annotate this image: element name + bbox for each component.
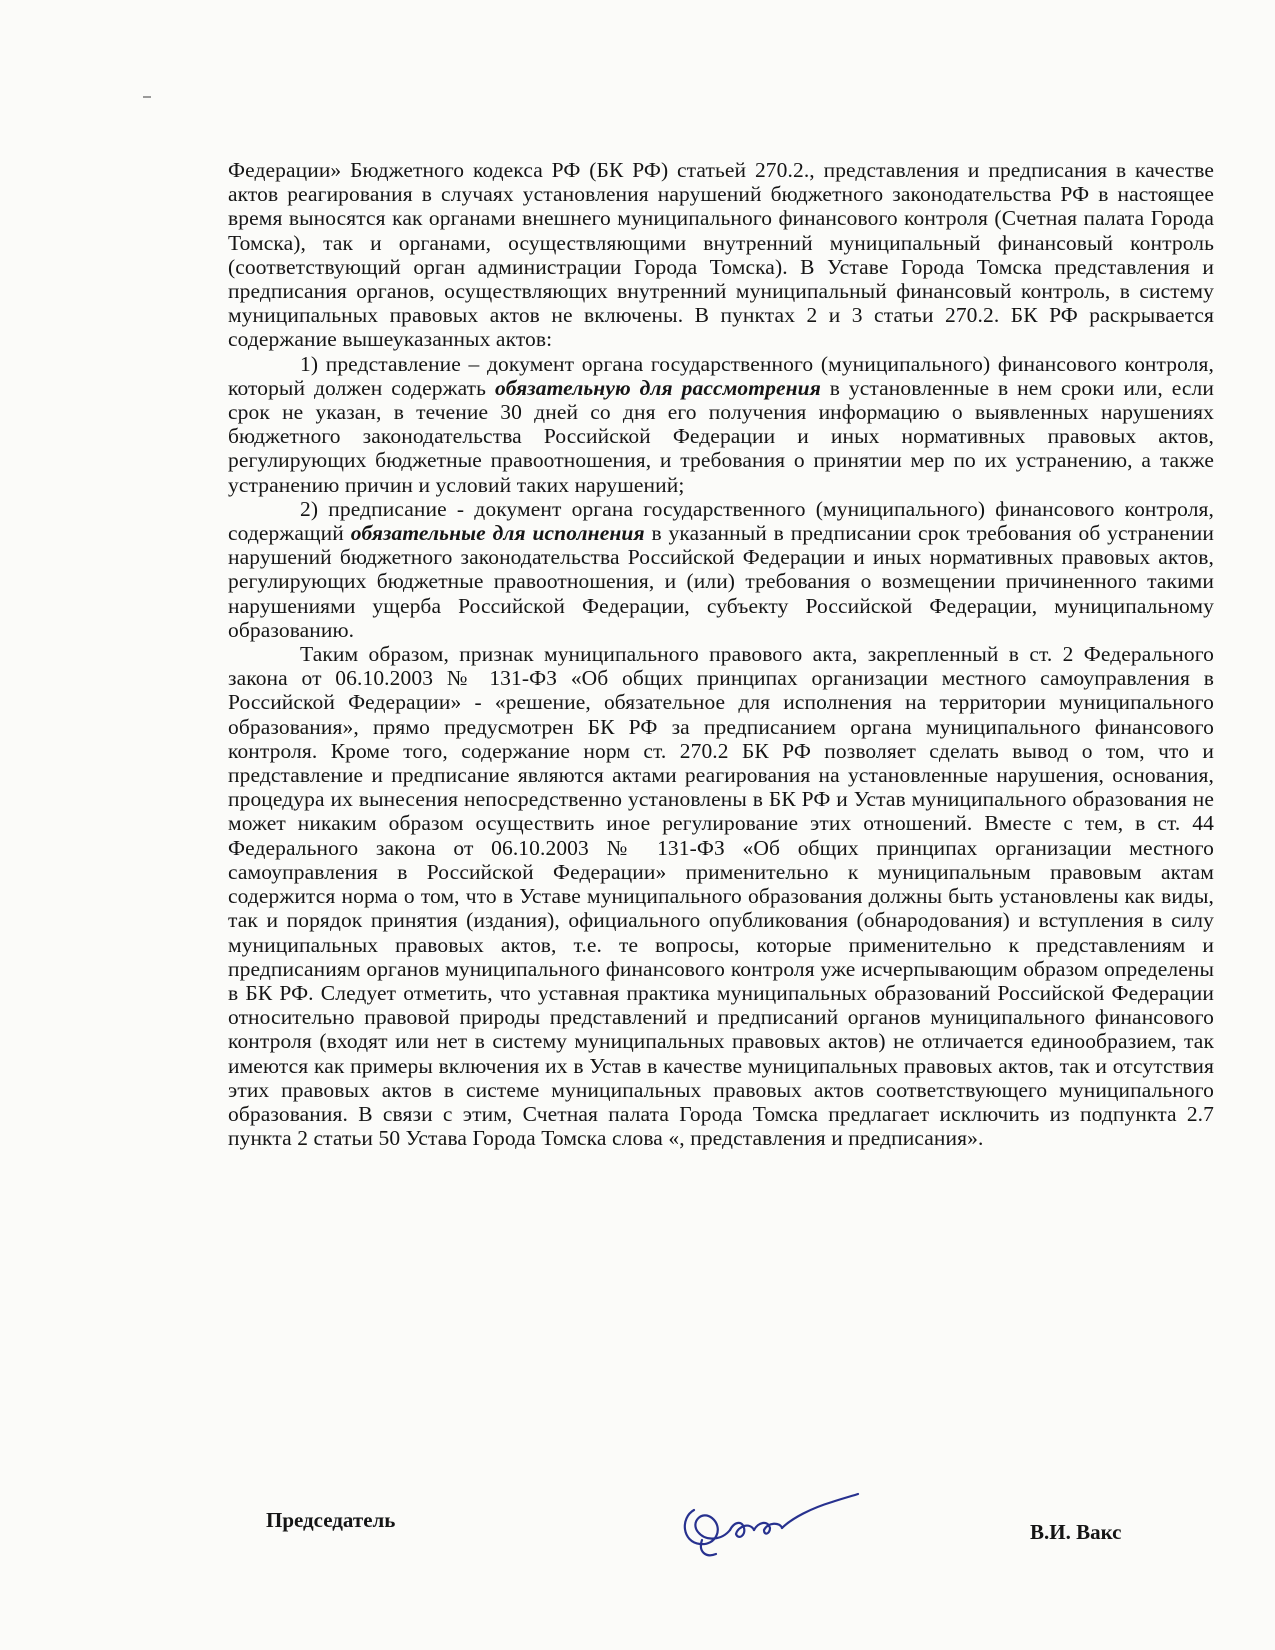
paragraph-2-emphasis: обязательную для рассмотрения xyxy=(494,375,821,400)
paragraph-3-definition-prescription xyxy=(228,497,1214,642)
paragraph-2-end: в установленные в нем сроки или, если срок не указан, в течение 30 дней со дня его получения информацию о выявленных нарушениях бюджетного законодательства Российской Федерации и иных нормативных правовых актов, регулирующих бюджетные правоотношения, и требования о принятии мер по их устранению, а также устранению причин и условий таких нарушений; xyxy=(228,375,1214,497)
paragraph-3-emphasis: обязательные для исполнения xyxy=(350,521,645,546)
paragraph-2-start: 1) представление – документ органа государственного (муниципального) финансового контроля, который должен содержать xyxy=(228,351,1214,400)
paragraph-3-end: в указанный в предписании срок требования об устранении нарушений бюджетного законодательства Российской Федерации и иных нормативных правовых актов, регулирующих бюджетные правоотношения, и (или) требования о возмещении причиненного такими нарушениями ущерба Российской Федерации, субъекту Российской Федерации, муниципальному образованию. xyxy=(228,521,1214,642)
handwritten-signature xyxy=(672,1470,872,1565)
paragraph-4-conclusion: Таким образом, признак муниципального правового акта, закрепленный в ст. 2 Федерального закона от 06.10.2003 № 131-ФЗ «Об общих принципах организации местного самоуправления в Российской Федерации» - «решение, обязательное для исполнения на территории муниципального образования», прямо предусмотрен БК РФ за предписанием органа муниципального финансового контроля. Кроме того, содержание норм ст. 270.2 БК РФ позволяет сделать вывод о том, что и представление и предписание являются актами реагирования на установленные нарушения, основания, процедура их вынесения непосредственно установлены в БК РФ и Устав муниципального образования не может никаким образом осуществить иное регулирование этих отношений. Вместе с тем, в ст. 44 Федерального закона от 06.10.2003 № 131-ФЗ «Об общих принципах организации местного самоуправления в Российской Федерации» применительно к муниципальным правовым актам содержится норма о том, что в Уставе муниципального образования должны быть установлены как виды, так и порядок принятия (издания), официального опубликования (обнародования) и вступления в силу муниципальных правовых актов, т.е. те вопросы, которые применительно к представлениям и предписаниям органов муниципального финансового контроля уже исчерпывающим образом определены в БК РФ. Следует отметить, что уставная практика муниципальных образований Российской Федерации относительно правовой природы представлений и предписаний органов муниципального финансового контроля (входят или нет в систему муниципальных правовых актов) не отличается единообразием, так имеются как примеры включения их в Устав в качестве муниципальных правовых актов, так и отсутствия этих правовых актов в системе муниципальных правовых актов соответствующего муниципального образования. В связи с этим, Счетная палата Города Томска предлагает исключить из подпункта 2.7 пункта 2 статьи 50 Устава Города Томска слова «, представления и предписания». xyxy=(228,642,1214,1151)
paragraph-3-start: 2) предписание - документ органа государственного (муниципального) финансового контроля, содержащий xyxy=(228,496,1214,546)
signatory-name: В.И. Вакс xyxy=(1030,1520,1122,1544)
document-body xyxy=(228,158,1214,1150)
paragraph-2-definition-representation xyxy=(228,352,1214,497)
scan-mark xyxy=(143,96,151,98)
signature-block xyxy=(0,1500,1275,1560)
signatory-role: Председатель xyxy=(266,1508,396,1532)
paragraph-1: Федерации» Бюджетного кодекса РФ (БК РФ) статьей 270.2., представления и предписания в качестве актов реагирования в случаях установления нарушений бюджетного законодательства РФ в настоящее время выносятся как органами внешнего муниципального финансового контроля (Счетная палата Города Томска), так и органами, осуществляющими внутренний муниципальный финансовый контроль (соответствующий орган администрации Города Томска). В Уставе Города Томска представления и предписания органов, осуществляющих внутренний муниципальный финансовый контроль, в систему муниципальных правовых актов не включены. В пунктах 2 и 3 статьи 270.2. БК РФ раскрывается содержание вышеуказанных актов: xyxy=(228,158,1214,352)
